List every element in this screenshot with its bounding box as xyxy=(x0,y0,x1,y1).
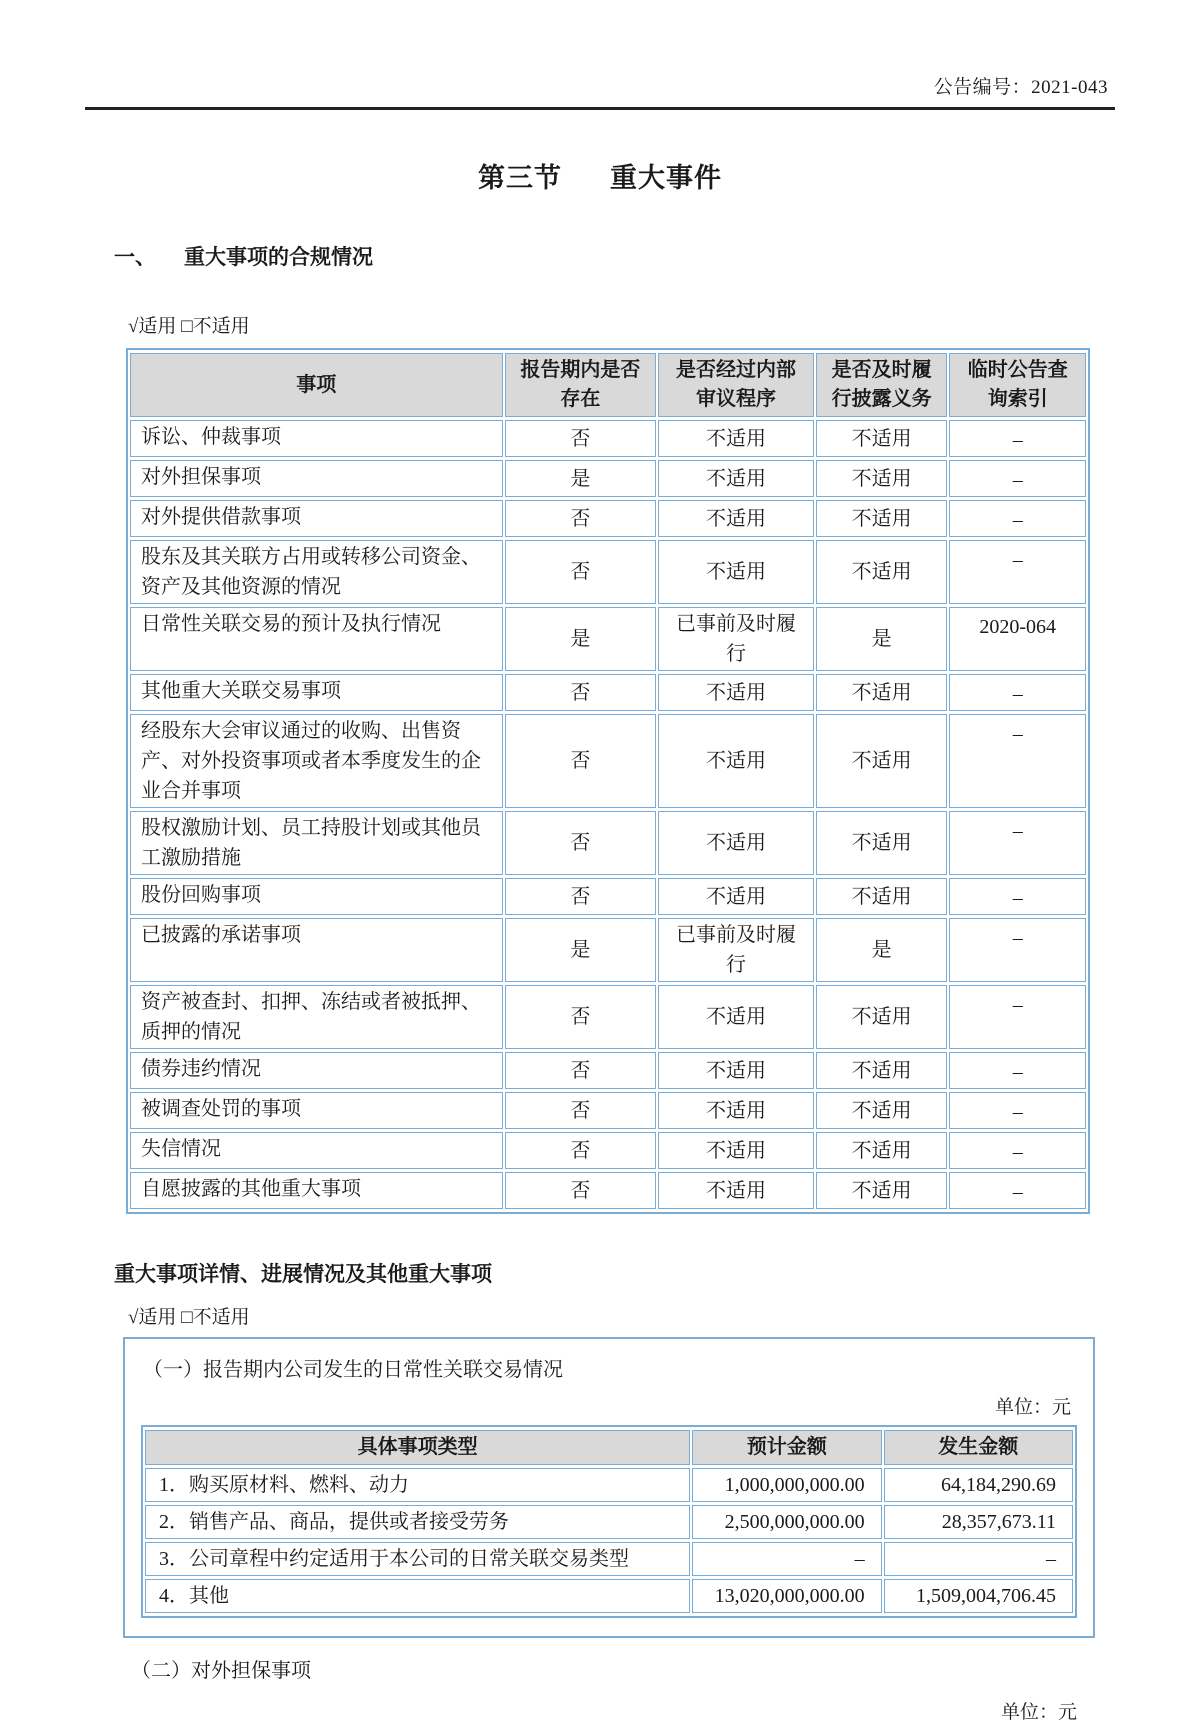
table-cell: – xyxy=(949,420,1086,457)
table-cell: 已事前及时履行 xyxy=(658,918,813,982)
section-compliance-heading xyxy=(114,241,1200,271)
table-cell: 经股东大会审议通过的收购、出售资产、对外投资事项或者本季度发生的企业合并事项 xyxy=(130,714,503,808)
section-number: 一、 xyxy=(114,246,156,269)
applicability-line: √适用 □不适用 xyxy=(128,316,250,337)
table-cell: 不适用 xyxy=(658,1052,813,1089)
table-cell: 诉讼、仲裁事项 xyxy=(130,420,503,457)
table-cell: – xyxy=(949,540,1086,604)
table-cell: 否 xyxy=(505,1052,657,1089)
section-details-heading: 重大事项详情、进展情况及其他重大事项 xyxy=(114,1263,492,1286)
table-cell: 是 xyxy=(505,460,657,497)
table-cell: 1．购买原材料、燃料、动力 xyxy=(145,1468,690,1502)
table-row xyxy=(145,1468,1073,1502)
column-header: 事项 xyxy=(130,353,503,417)
table-cell: 股份回购事项 xyxy=(130,878,503,915)
table-cell: 否 xyxy=(505,420,657,457)
chapter-name: 重大事件 xyxy=(610,163,722,193)
table-cell: 已披露的承诺事项 xyxy=(130,918,503,982)
table-row xyxy=(130,1172,1086,1209)
table-row xyxy=(145,1542,1073,1576)
table-cell: 不适用 xyxy=(658,420,813,457)
table-cell: 其他重大关联交易事项 xyxy=(130,674,503,711)
subsection-2-title: （二）对外担保事项 xyxy=(131,1660,311,1682)
unit-label: 单位：元 xyxy=(1000,1702,1077,1723)
column-header: 具体事项类型 xyxy=(145,1430,690,1465)
table-cell: 不适用 xyxy=(816,714,948,808)
table-cell: 不适用 xyxy=(816,460,948,497)
table-row xyxy=(145,1579,1073,1613)
table-row xyxy=(130,460,1086,497)
table-cell: 否 xyxy=(505,1132,657,1169)
table-cell: 不适用 xyxy=(816,1052,948,1089)
table-cell: 否 xyxy=(505,500,657,537)
column-header: 发生金额 xyxy=(884,1430,1073,1465)
table-row xyxy=(130,918,1086,982)
table-cell: 否 xyxy=(505,1092,657,1129)
table-cell: 不适用 xyxy=(816,878,948,915)
table-cell: 13,020,000,000.00 xyxy=(692,1579,881,1613)
table-cell: 股东及其关联方占用或转移公司资金、资产及其他资源的情况 xyxy=(130,540,503,604)
section-title: 重大事项的合规情况 xyxy=(184,246,373,269)
table-cell: 不适用 xyxy=(816,985,948,1049)
table-cell: 是 xyxy=(816,918,948,982)
chapter-number: 第三节 xyxy=(478,163,562,193)
column-header: 是否及时履行披露义务 xyxy=(816,353,948,417)
chapter-title xyxy=(0,156,1200,195)
table-cell: 否 xyxy=(505,811,657,875)
table-cell: – xyxy=(949,878,1086,915)
table-cell: 不适用 xyxy=(816,420,948,457)
table-cell: – xyxy=(949,1172,1086,1209)
table-cell: 不适用 xyxy=(658,540,813,604)
table-cell: 4．其他 xyxy=(145,1579,690,1613)
table-cell: 股权激励计划、员工持股计划或其他员工激励措施 xyxy=(130,811,503,875)
column-header: 报告期内是否存在 xyxy=(505,353,657,417)
table-cell: 否 xyxy=(505,714,657,808)
table-cell: 1,000,000,000.00 xyxy=(692,1468,881,1502)
compliance-table xyxy=(126,348,1090,1214)
table-cell: 不适用 xyxy=(816,500,948,537)
table-cell: 对外提供借款事项 xyxy=(130,500,503,537)
table-cell: 日常性关联交易的预计及执行情况 xyxy=(130,607,503,671)
table-cell: – xyxy=(949,500,1086,537)
table-row xyxy=(130,500,1086,537)
table-cell: 1,509,004,706.45 xyxy=(884,1579,1073,1613)
table-cell: 不适用 xyxy=(658,714,813,808)
table-cell: 不适用 xyxy=(816,1132,948,1169)
table-cell: 资产被查封、扣押、冻结或者被抵押、质押的情况 xyxy=(130,985,503,1049)
applicability-line: √适用 □不适用 xyxy=(128,1307,250,1328)
table-cell: 不适用 xyxy=(658,1132,813,1169)
table-header-row xyxy=(130,353,1086,417)
column-header: 预计金额 xyxy=(692,1430,881,1465)
table-cell: 被调查处罚的事项 xyxy=(130,1092,503,1129)
table-cell: 不适用 xyxy=(658,460,813,497)
table-cell: 不适用 xyxy=(816,674,948,711)
table-row xyxy=(130,420,1086,457)
table-row xyxy=(130,714,1086,808)
table-cell: 不适用 xyxy=(658,1092,813,1129)
column-header: 临时公告查询索引 xyxy=(949,353,1086,417)
table-cell: 不适用 xyxy=(658,878,813,915)
table-row xyxy=(130,1132,1086,1169)
table-cell: – xyxy=(949,1052,1086,1089)
table-cell: 不适用 xyxy=(658,811,813,875)
table-cell: 28,357,673.11 xyxy=(884,1505,1073,1539)
table-cell: 否 xyxy=(505,540,657,604)
table-cell: 2,500,000,000.00 xyxy=(692,1505,881,1539)
header-rule xyxy=(85,107,1115,110)
table-row xyxy=(130,1092,1086,1129)
table-cell: – xyxy=(949,460,1086,497)
table-row xyxy=(130,607,1086,671)
table-row xyxy=(130,1052,1086,1089)
table-cell: – xyxy=(949,985,1086,1049)
table-header-row xyxy=(145,1430,1073,1465)
table-cell: – xyxy=(884,1542,1073,1576)
table-cell: 2．销售产品、商品，提供或者接受劳务 xyxy=(145,1505,690,1539)
table-cell: 是 xyxy=(816,607,948,671)
doc-number: 公告编号：2021-043 xyxy=(933,77,1108,98)
table-cell: 否 xyxy=(505,878,657,915)
subsection-1-title: （一）报告期内公司发生的日常性关联交易情况 xyxy=(143,1359,563,1381)
table-row xyxy=(130,540,1086,604)
table-cell: 不适用 xyxy=(658,1172,813,1209)
table-cell: 不适用 xyxy=(658,674,813,711)
table-cell: 否 xyxy=(505,985,657,1049)
table-cell: 否 xyxy=(505,674,657,711)
table-cell: – xyxy=(949,811,1086,875)
table-cell: 不适用 xyxy=(816,1172,948,1209)
table-cell: 不适用 xyxy=(658,985,813,1049)
table-cell: – xyxy=(949,714,1086,808)
unit-label: 单位：元 xyxy=(994,1397,1071,1418)
table-row xyxy=(130,674,1086,711)
table-cell: 64,184,290.69 xyxy=(884,1468,1073,1502)
table-row xyxy=(130,811,1086,875)
table-cell: 不适用 xyxy=(658,500,813,537)
column-header: 是否经过内部审议程序 xyxy=(658,353,813,417)
table-cell: – xyxy=(692,1542,881,1576)
table-cell: 不适用 xyxy=(816,811,948,875)
table-row xyxy=(130,985,1086,1049)
table-row xyxy=(130,878,1086,915)
details-box xyxy=(123,1337,1095,1638)
table-cell: – xyxy=(949,1132,1086,1169)
table-cell: 不适用 xyxy=(816,1092,948,1129)
table-cell: 对外担保事项 xyxy=(130,460,503,497)
table-cell: – xyxy=(949,674,1086,711)
table-cell: 是 xyxy=(505,918,657,982)
table-cell: 3．公司章程中约定适用于本公司的日常关联交易类型 xyxy=(145,1542,690,1576)
table-cell: 债券违约情况 xyxy=(130,1052,503,1089)
table-cell: 否 xyxy=(505,1172,657,1209)
related-transactions-table xyxy=(141,1425,1077,1618)
table-cell: 是 xyxy=(505,607,657,671)
table-cell: 不适用 xyxy=(816,540,948,604)
table-cell: 已事前及时履行 xyxy=(658,607,813,671)
table-cell: – xyxy=(949,918,1086,982)
table-cell: – xyxy=(949,1092,1086,1129)
table-cell: 2020-064 xyxy=(949,607,1086,671)
table-cell: 失信情况 xyxy=(130,1132,503,1169)
table-row xyxy=(145,1505,1073,1539)
table-cell: 自愿披露的其他重大事项 xyxy=(130,1172,503,1209)
